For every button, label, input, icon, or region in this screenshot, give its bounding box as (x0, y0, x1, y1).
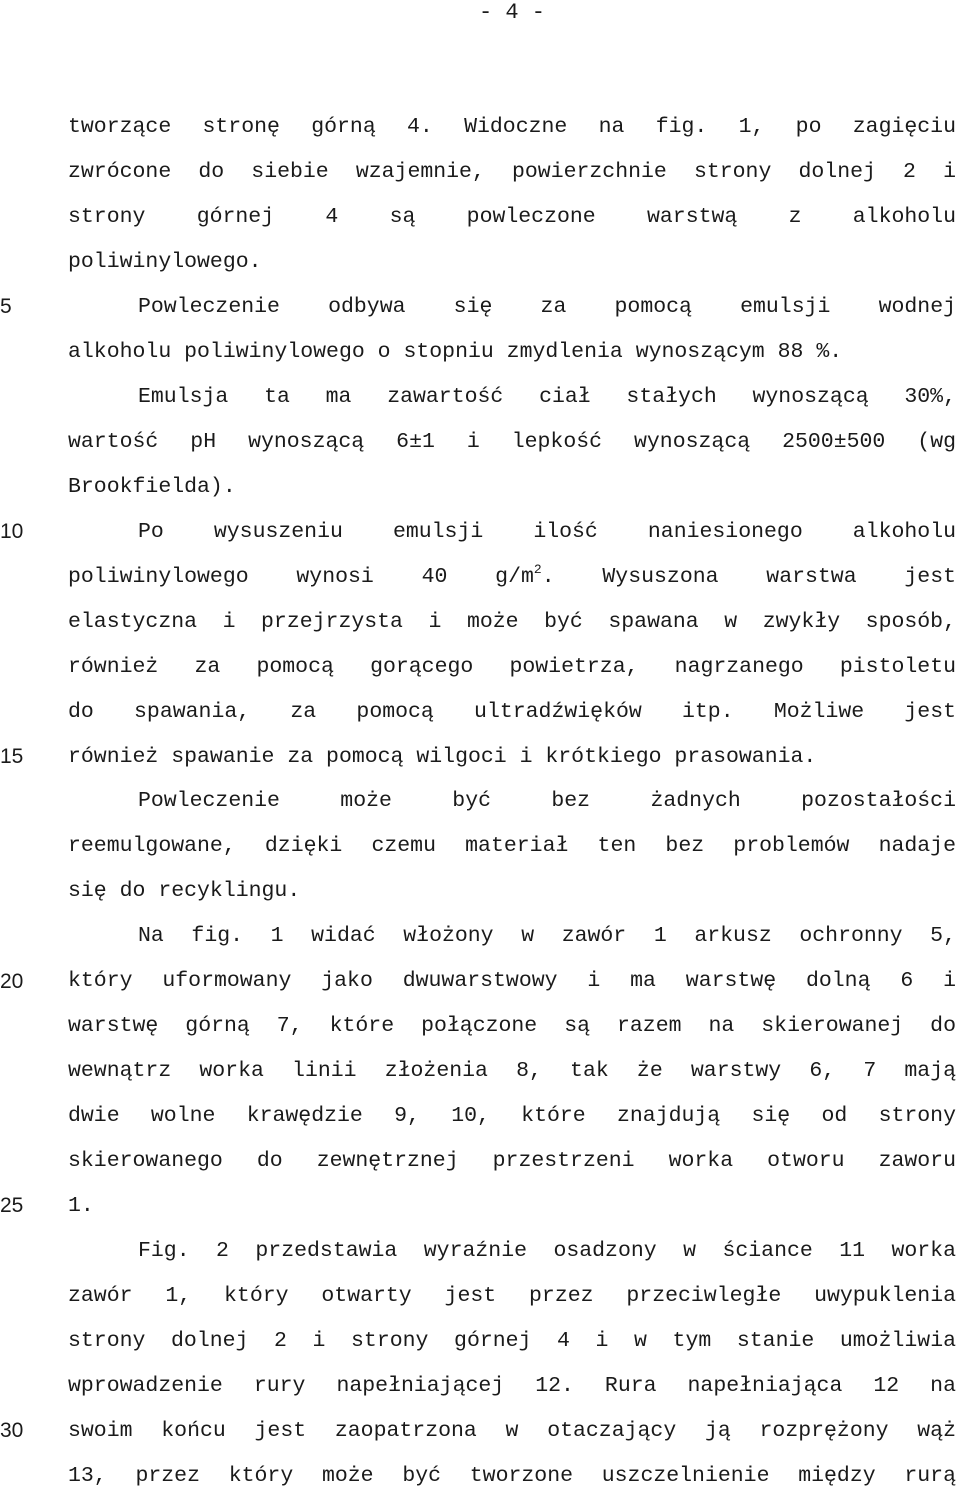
body-line: Na fig. 1 widać włożony w zawór 1 arkusz ochronny 5, (138, 924, 956, 948)
body-line: również spawanie za pomocą wilgoci i krótkiego prasowania. (68, 745, 817, 769)
body-line: 1. (68, 1194, 94, 1218)
body-line: elastyczna i przejrzysta i może być spawana w zwykły sposób, (68, 610, 956, 634)
body-line: tworzące stronę górną 4. Widoczne na fig. 1, po zagięciu (68, 115, 956, 139)
margin-line-number: 10 (0, 520, 24, 543)
body-line: Powleczenie może być bez żadnych pozostałości (138, 789, 956, 813)
body-line-part: poliwinylowego wynosi 40 g/m (68, 565, 534, 589)
body-line: warstwę górną 7, które połączone są razem na skierowanej do (68, 1014, 956, 1038)
body-line: poliwinylowego. (68, 250, 262, 274)
body-line: dwie wolne krawędzie 9, 10, które znajdują się od strony (68, 1104, 956, 1128)
superscript: 2 (533, 562, 542, 577)
margin-line-number: 25 (0, 1194, 24, 1217)
page-number: - 4 - (478, 0, 545, 25)
body-line: który uformowany jako dwuwarstwowy i ma warstwę dolną 6 i (68, 969, 956, 993)
body-line: Powleczenie odbywa się za pomocą emulsji wodnej (138, 295, 956, 319)
body-line: 13, przez który może być tworzone uszczelnienie między rurą (68, 1464, 956, 1488)
margin-line-number: 5 (0, 295, 12, 318)
margin-line-number: 30 (0, 1419, 24, 1442)
body-line: strony dolnej 2 i strony górnej 4 i w tym stanie umożliwia (68, 1329, 956, 1353)
margin-line-number: 20 (0, 970, 24, 993)
body-line: wewnątrz worka linii złożenia 8, tak że warstwy 6, 7 mają (68, 1059, 956, 1083)
body-line: do spawania, za pomocą ultradźwięków itp. Możliwe jest (68, 700, 956, 724)
body-line: wartość pH wynoszącą 6±1 i lepkość wynoszącą 2500±500 (wg (68, 430, 956, 454)
body-line: alkoholu poliwinylowego o stopniu zmydlenia wynoszącym 88 %. (68, 340, 843, 364)
body-line: strony górnej 4 są powleczone warstwą z alkoholu (68, 205, 956, 229)
body-line: Brookfielda). (68, 475, 236, 499)
body-line-with-superscript (68, 562, 956, 592)
body-line: Fig. 2 przedstawia wyraźnie osadzony w ściance 11 worka (138, 1239, 956, 1263)
body-line: skierowanego do zewnętrznej przestrzeni worka otworu zaworu (68, 1149, 956, 1173)
body-line: wprowadzenie rury napełniającej 12. Rura napełniająca 12 na (68, 1374, 956, 1398)
body-line: Po wysuszeniu emulsji ilość naniesionego alkoholu (138, 520, 956, 544)
body-line: swoim końcu jest zaopatrzona w otaczający ją rozprężony wąż (68, 1419, 956, 1443)
body-line: się do recyklingu. (68, 879, 301, 903)
body-line: reemulgowane, dzięki czemu materiał ten bez problemów nadaje (68, 834, 956, 858)
body-line: zawór 1, który otwarty jest przez przeciwległe uwypuklenia (68, 1284, 956, 1308)
body-line: Emulsja ta ma zawartość ciał stałych wynoszącą 30%, (138, 385, 956, 409)
body-line: również za pomocą gorącego powietrza, nagrzanego pistoletu (68, 655, 956, 679)
body-line-part: . Wysuszona warstwa jest (541, 565, 957, 589)
body-line: zwrócone do siebie wzajemnie, powierzchnie strony dolnej 2 i (68, 160, 956, 184)
margin-line-number: 15 (0, 745, 24, 768)
